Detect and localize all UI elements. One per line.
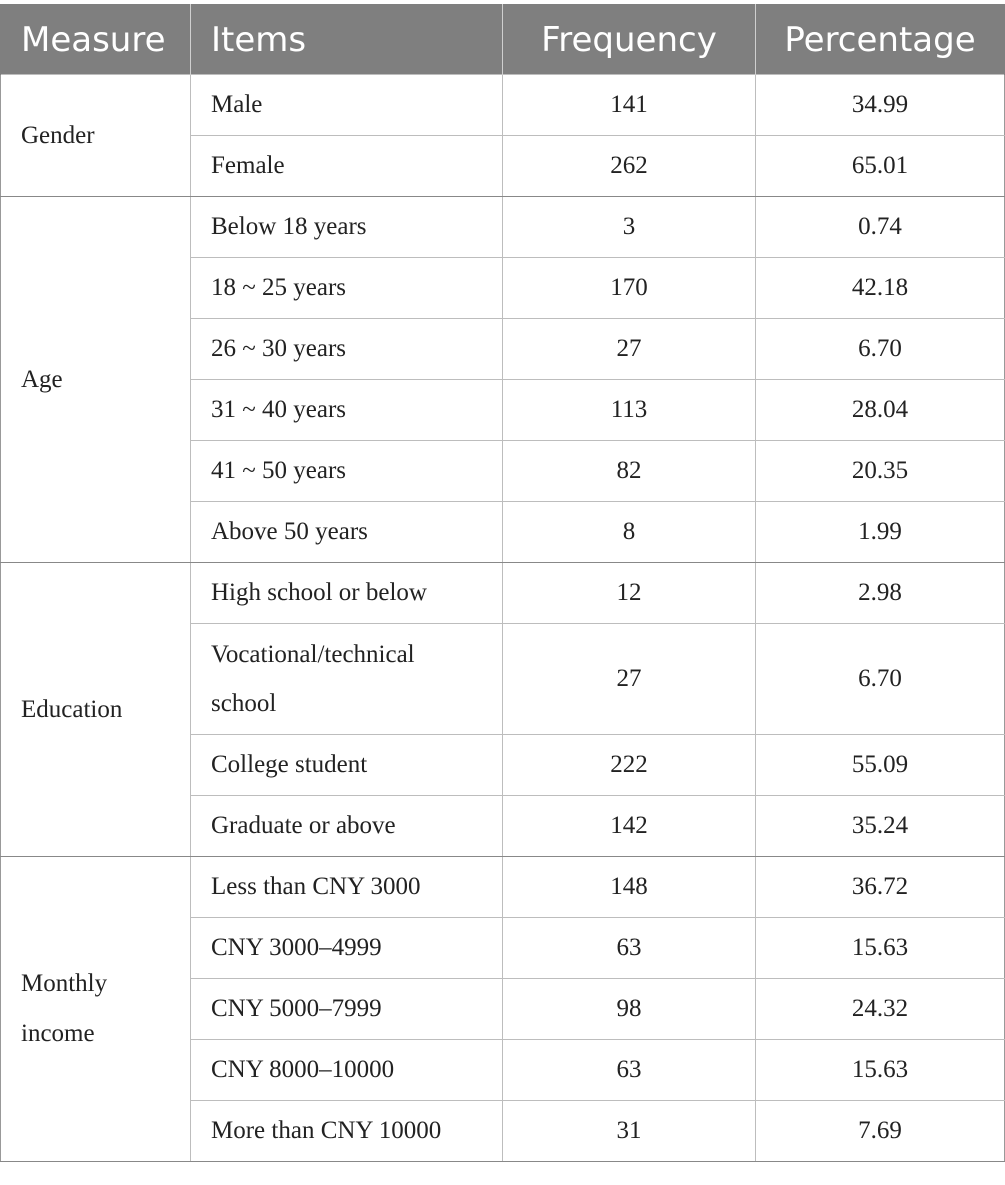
item-cell: 31 ~ 40 years [191,380,503,441]
item-cell: 26 ~ 30 years [191,319,503,380]
percentage-cell: 34.99 [756,75,1005,136]
percentage-cell: 24.32 [756,979,1005,1040]
percentage-cell: 42.18 [756,258,1005,319]
percentage-cell: 28.04 [756,380,1005,441]
frequency-cell: 142 [503,796,756,857]
frequency-cell: 63 [503,1040,756,1101]
header-frequency: Frequency [503,5,756,75]
item-cell: Female [191,136,503,197]
header-row [1,5,1005,75]
percentage-cell: 65.01 [756,136,1005,197]
frequency-cell: 31 [503,1101,756,1162]
percentage-cell: 0.74 [756,197,1005,258]
percentage-cell: 15.63 [756,1040,1005,1101]
measure-cell-education: Education [1,563,191,857]
measure-cell-gender: Gender [1,75,191,197]
percentage-cell: 6.70 [756,624,1005,735]
item-cell: Below 18 years [191,197,503,258]
table-header [1,5,1005,75]
frequency-cell: 222 [503,735,756,796]
frequency-cell: 27 [503,624,756,735]
percentage-cell: 6.70 [756,319,1005,380]
frequency-cell: 27 [503,319,756,380]
header-percentage: Percentage [756,5,1005,75]
table-row [1,563,1005,624]
frequency-cell: 148 [503,857,756,918]
item-cell: 18 ~ 25 years [191,258,503,319]
percentage-cell: 7.69 [756,1101,1005,1162]
item-cell: Vocational/technical school [191,624,503,735]
measure-cell-monthly-income: Monthly income [1,857,191,1162]
item-cell: High school or below [191,563,503,624]
table-row [1,857,1005,918]
percentage-cell: 2.98 [756,563,1005,624]
item-cell: Graduate or above [191,796,503,857]
frequency-cell: 8 [503,502,756,563]
table-body [1,75,1005,1162]
table-row [1,197,1005,258]
demographics-table [0,4,1005,1162]
percentage-cell: 20.35 [756,441,1005,502]
table-row [1,75,1005,136]
frequency-cell: 98 [503,979,756,1040]
item-cell: College student [191,735,503,796]
frequency-cell: 3 [503,197,756,258]
item-cell: Less than CNY 3000 [191,857,503,918]
item-cell: More than CNY 10000 [191,1101,503,1162]
percentage-cell: 15.63 [756,918,1005,979]
frequency-cell: 170 [503,258,756,319]
frequency-cell: 113 [503,380,756,441]
frequency-cell: 141 [503,75,756,136]
frequency-cell: 262 [503,136,756,197]
frequency-cell: 82 [503,441,756,502]
item-cell: Male [191,75,503,136]
percentage-cell: 55.09 [756,735,1005,796]
item-cell: CNY 5000–7999 [191,979,503,1040]
frequency-cell: 12 [503,563,756,624]
measure-cell-age: Age [1,197,191,563]
item-cell: CNY 3000–4999 [191,918,503,979]
header-measure: Measure [1,5,191,75]
percentage-cell: 1.99 [756,502,1005,563]
item-cell: 41 ~ 50 years [191,441,503,502]
header-items: Items [191,5,503,75]
item-cell: Above 50 years [191,502,503,563]
percentage-cell: 35.24 [756,796,1005,857]
frequency-cell: 63 [503,918,756,979]
percentage-cell: 36.72 [756,857,1005,918]
item-cell: CNY 8000–10000 [191,1040,503,1101]
